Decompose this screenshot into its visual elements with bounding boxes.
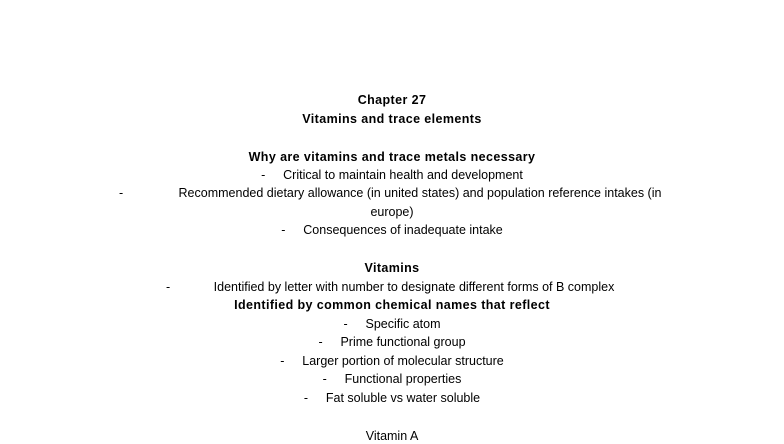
bullet-dash: -: [303, 391, 309, 405]
list-item: Identified by letter with number to designate different forms of B complex: [213, 280, 615, 294]
chapter-title: Vitamins and trace elements: [302, 112, 482, 126]
section-heading-necessity: Why are vitamins and trace metals necessary: [248, 150, 536, 164]
bullet-dash: -: [281, 223, 286, 237]
list-item: - Critical to maintain health and development: [261, 168, 523, 182]
bullet-dash: -: [318, 335, 323, 349]
chapter-number: Chapter 27: [357, 93, 427, 107]
bullet-dash: -: [343, 317, 348, 331]
list-item-continuation: europe): [370, 205, 414, 219]
bullet-dash: -: [119, 186, 124, 200]
list-item: - Specific atom: [343, 317, 441, 331]
section-heading-vitamins: Vitamins: [364, 261, 420, 275]
list-item: - Larger portion of molecular structure: [280, 354, 504, 368]
vitamins-subheading: Identified by common chemical names that reflect: [234, 298, 550, 312]
list-item: - Functional properties: [322, 372, 462, 386]
list-item: Recommended dietary allowance (in united states) and population reference intakes (in: [178, 186, 662, 200]
list-item: - Consequences of inadequate intake: [281, 223, 503, 237]
bullet-dash: -: [322, 372, 327, 386]
list-item: - Prime functional group: [318, 335, 466, 349]
bullet-dash: -: [280, 354, 285, 368]
list-item: - Fat soluble vs water soluble: [303, 391, 481, 405]
bullet-dash: -: [166, 280, 171, 294]
bullet-dash: -: [261, 168, 266, 182]
next-section-heading: Vitamin A: [365, 429, 419, 443]
